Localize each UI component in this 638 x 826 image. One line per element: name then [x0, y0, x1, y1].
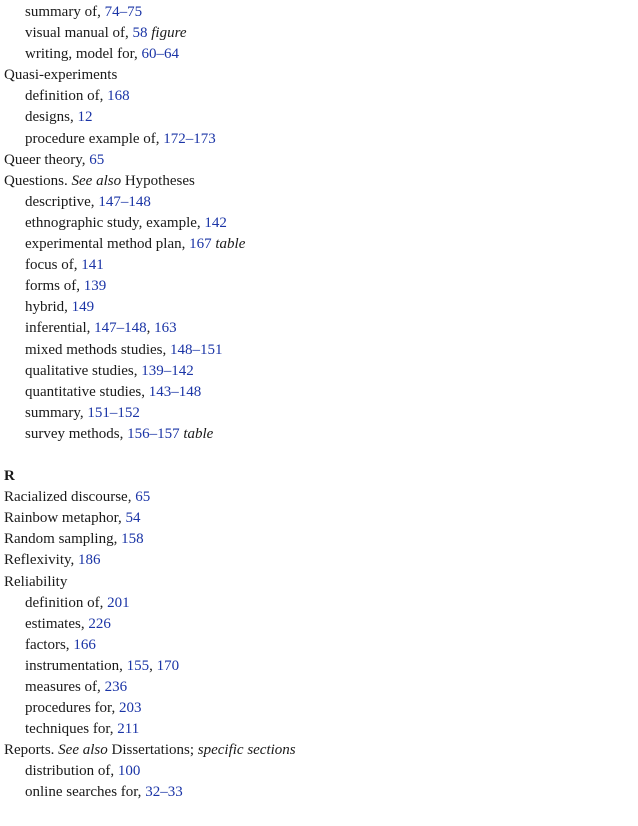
- index-subentry: [4, 677, 634, 698]
- index-subentry: [4, 234, 634, 255]
- page-reference-link[interactable]: 156–157: [127, 425, 180, 442]
- page-reference-link[interactable]: 147–148: [94, 320, 147, 337]
- index-text: measures of,: [25, 679, 105, 695]
- index-text: Reflexivity,: [4, 552, 79, 569]
- page-reference-link[interactable]: 236: [104, 679, 128, 695]
- index-entry: [4, 529, 634, 550]
- index-subentry: [4, 635, 634, 656]
- index-text: ,: [146, 320, 155, 337]
- index-text: definition of,: [25, 88, 108, 105]
- index-subentry: [4, 192, 634, 213]
- index-text: mixed methods studies,: [25, 341, 170, 358]
- index-subentry: [4, 424, 634, 445]
- index-text: qualitative studies,: [25, 362, 142, 379]
- page-reference-link[interactable]: 158: [121, 531, 144, 548]
- index-subentry: [4, 255, 634, 276]
- index-subentry: [4, 2, 634, 23]
- page-reference-link[interactable]: 149: [71, 299, 95, 316]
- index-subentry: [4, 129, 634, 150]
- page-reference-link[interactable]: 143–148: [148, 383, 202, 400]
- index-text: Rainbow metaphor,: [4, 510, 126, 527]
- page-reference-link[interactable]: 186: [78, 552, 101, 569]
- index-subentry: [4, 361, 634, 382]
- page-reference-link[interactable]: 139–142: [141, 362, 194, 379]
- page-reference-link[interactable]: 166: [73, 636, 96, 653]
- index-text: definition of,: [25, 594, 108, 611]
- index-subentry: [4, 340, 634, 361]
- index-subentry: [4, 761, 634, 782]
- page-reference-link[interactable]: 139: [83, 278, 107, 295]
- index-text: designs,: [25, 109, 78, 126]
- index-entry: [4, 171, 634, 192]
- index-subentry: [4, 23, 634, 44]
- index-italic-text: table: [215, 236, 246, 253]
- index-text: Random sampling,: [4, 531, 122, 548]
- index-subentry: [4, 297, 634, 318]
- page-reference-link[interactable]: 147–148: [98, 193, 151, 210]
- index-subentry: [4, 698, 634, 719]
- page-reference-link[interactable]: 32–33: [145, 784, 183, 801]
- index-italic-text: See also: [58, 742, 108, 759]
- page-reference-link[interactable]: 226: [88, 615, 111, 632]
- index-subentry: [4, 382, 634, 403]
- page-reference-link[interactable]: 170: [156, 657, 180, 674]
- page-reference-link[interactable]: 203: [118, 700, 142, 717]
- page-reference-link[interactable]: 65: [135, 489, 151, 506]
- page-reference-link[interactable]: 148–151: [170, 341, 223, 358]
- index-page: [4, 2, 634, 804]
- index-text: Reports.: [4, 742, 59, 759]
- index-subentry: [4, 276, 634, 297]
- index-text: Queer theory,: [4, 151, 90, 168]
- index-text: ,: [149, 657, 157, 674]
- index-text: Questions.: [4, 172, 72, 189]
- index-text: Racialized discourse,: [4, 489, 136, 506]
- index-entry: [4, 65, 634, 86]
- index-text: quantitative studies,: [25, 383, 149, 400]
- index-italic-text: table: [183, 425, 214, 442]
- index-italic-text: specific sections: [197, 742, 296, 759]
- index-entry: [4, 572, 634, 593]
- index-entry: [4, 508, 634, 529]
- page-reference-link[interactable]: 211: [117, 721, 140, 738]
- index-text: writing, model for,: [25, 46, 142, 63]
- index-italic-text: figure: [151, 25, 187, 42]
- page-reference-link[interactable]: 201: [107, 594, 130, 611]
- index-subentry: [4, 107, 634, 128]
- page-reference-link[interactable]: 74–75: [104, 4, 143, 20]
- index-text: forms of,: [25, 278, 84, 295]
- index-text: hybrid,: [25, 299, 72, 316]
- index-text: visual manual of,: [25, 25, 133, 42]
- index-entry: [4, 150, 634, 171]
- index-text: distribution of,: [25, 763, 118, 780]
- index-text: procedure example of,: [25, 130, 164, 147]
- page-reference-link[interactable]: 141: [81, 257, 104, 274]
- index-subentry: [4, 403, 634, 424]
- page-reference-link[interactable]: 163: [154, 320, 177, 337]
- index-subentry: [4, 782, 634, 803]
- index-entry: [4, 740, 634, 761]
- index-subentry: [4, 614, 634, 635]
- index-text: focus of,: [25, 257, 82, 274]
- index-text: summary,: [25, 404, 88, 421]
- section-letter-heading: [4, 466, 634, 487]
- index-text: Hypotheses: [121, 172, 195, 189]
- index-text: experimental method plan,: [25, 236, 190, 253]
- page-reference-link[interactable]: 167: [189, 236, 212, 253]
- index-text: estimates,: [25, 615, 89, 632]
- index-text: techniques for,: [25, 721, 118, 738]
- index-text: procedures for,: [25, 700, 119, 717]
- index-text: survey methods,: [25, 425, 128, 442]
- page-reference-link[interactable]: 54: [125, 510, 141, 527]
- page-reference-link[interactable]: 58: [132, 25, 148, 42]
- page-reference-link[interactable]: 172–173: [163, 130, 216, 147]
- index-text: Reliability: [4, 573, 68, 590]
- index-text: instrumentation,: [25, 657, 127, 674]
- index-text: factors,: [25, 636, 74, 653]
- index-text: R: [4, 468, 15, 485]
- index-text: ethnographic study, example,: [25, 214, 205, 231]
- index-text: Dissertations;: [107, 742, 198, 759]
- page-reference-link[interactable]: 155: [126, 657, 150, 674]
- index-subentry: [4, 213, 634, 234]
- index-subentry: [4, 318, 634, 339]
- index-italic-text: See also: [71, 172, 122, 189]
- index-entry: [4, 550, 634, 571]
- index-subentry: [4, 656, 634, 677]
- page-reference-link[interactable]: 65: [89, 151, 105, 168]
- index-text: descriptive,: [25, 193, 99, 210]
- index-subentry: [4, 86, 634, 107]
- section-gap: [4, 445, 634, 466]
- index-text: summary of,: [25, 4, 105, 20]
- index-subentry: [4, 44, 634, 65]
- index-text: online searches for,: [25, 784, 146, 801]
- page-reference-link[interactable]: 12: [77, 109, 93, 126]
- page-reference-link[interactable]: 168: [107, 88, 130, 105]
- page-reference-link[interactable]: 100: [117, 763, 141, 780]
- page-reference-link[interactable]: 142: [204, 214, 227, 231]
- index-subentry: [4, 593, 634, 614]
- index-text: inferential,: [25, 320, 95, 337]
- index-subentry: [4, 719, 634, 740]
- index-text: Quasi-experiments: [4, 67, 118, 84]
- index-entry: [4, 487, 634, 508]
- page-reference-link[interactable]: 60–64: [141, 46, 179, 63]
- page-reference-link[interactable]: 151–152: [87, 404, 140, 421]
